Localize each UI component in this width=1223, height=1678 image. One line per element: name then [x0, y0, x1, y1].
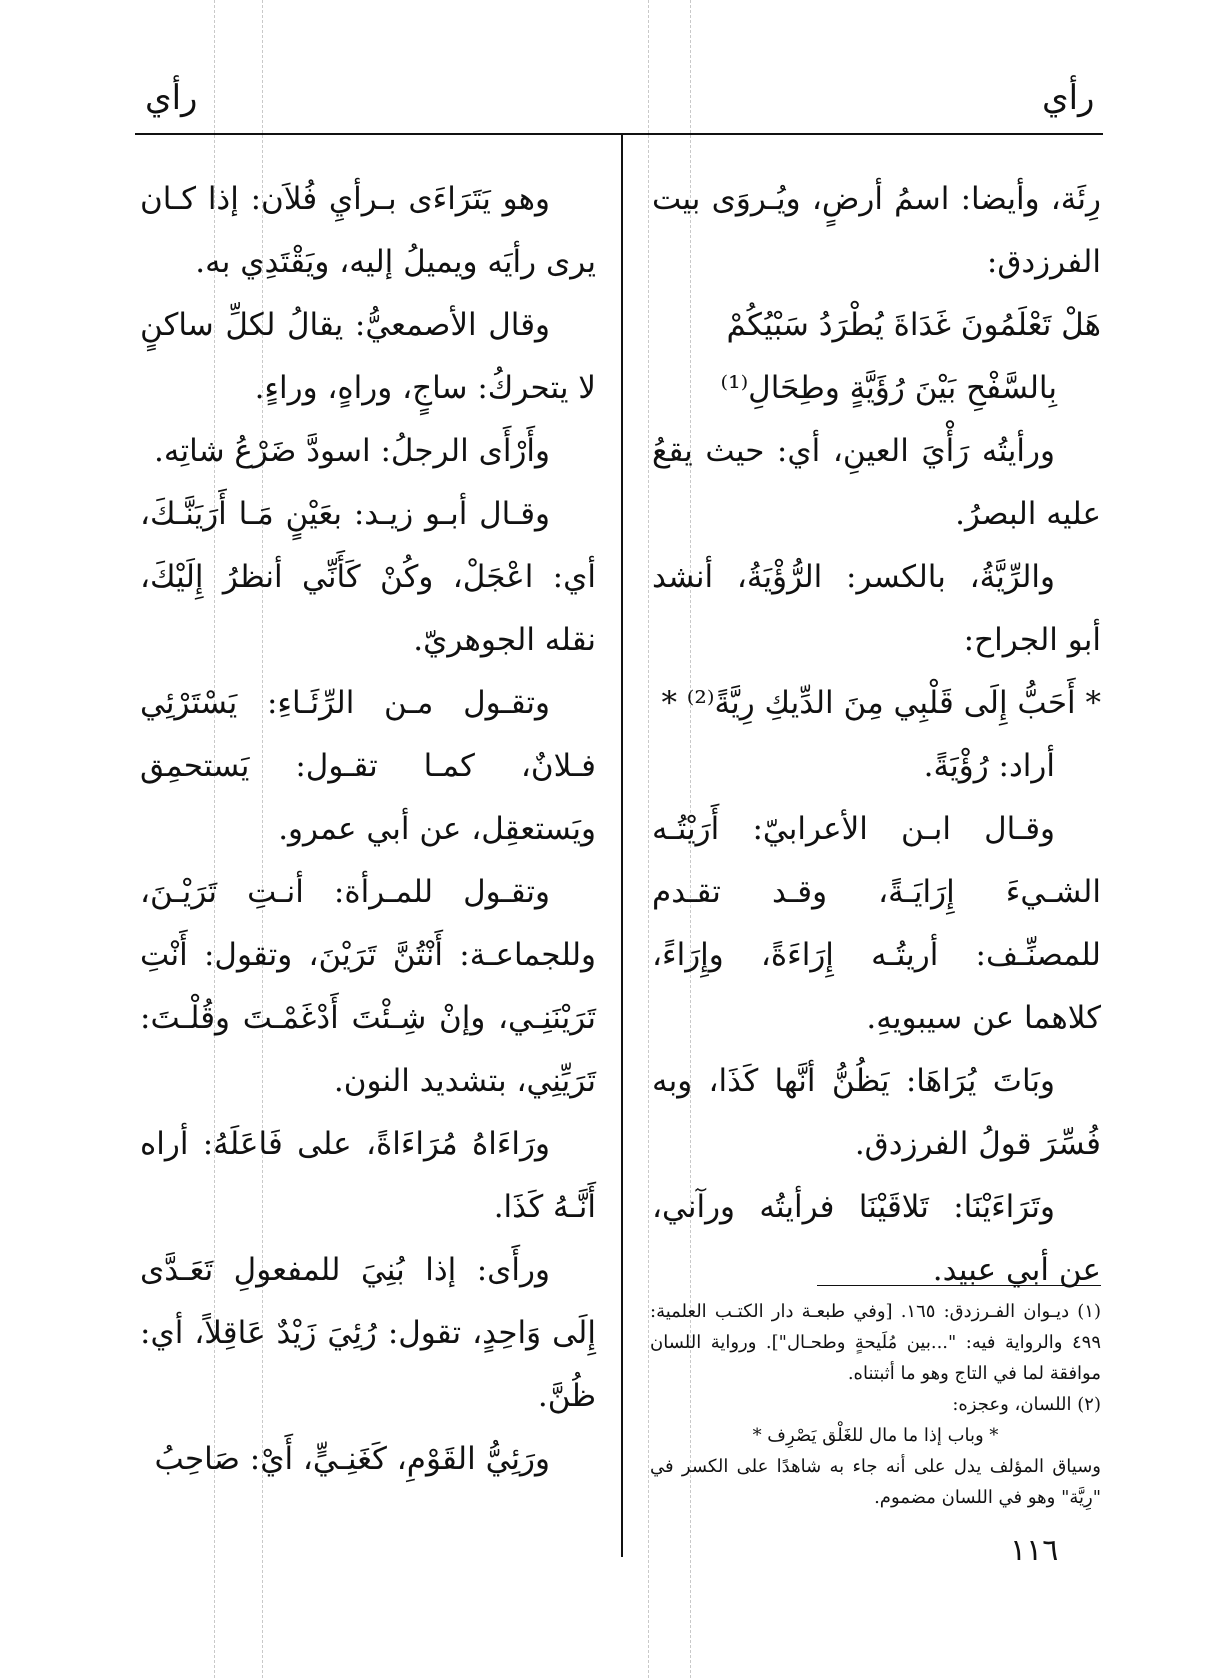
footnotes	[650, 1296, 1101, 1513]
paragraph: وقـال ابـن الأعرابيّ: أَرَيْتُـه الشـيءَ إِرَايَـةً، وقـد تقـدم للمصنِّـف: أريتُـه إِرَاءَةً، وإِرَاءً، كلاهما عن سيبويهِ.	[652, 811, 1101, 1036]
footnote-rule	[817, 1285, 1101, 1286]
footnote: وسياق المؤلف يدل على أنه جاء به شاهدًا على الكسر في "رِيَّة" وهو في اللسان مضموم.	[650, 1456, 1101, 1508]
verse-line: بِالسَّفْحِ بَيْنَ رُؤَيَّةٍ وطِحَالِ⁽¹⁾	[720, 370, 1057, 406]
paragraph: وهو يَتَرَاءَى بـرأيِ فُلاَن: إذا كـان يرى رأيَه ويميلُ إليه، ويَقْتَدِي به.	[140, 181, 596, 280]
paragraph: ورأَى: إذا بُنِيَ للمفعولِ تَعَـدَّى إِلَى وَاحِدٍ، تقول: رُئِيَ زَيْدٌ عَاقِلاً، أي: ظُنَّ.	[140, 1252, 596, 1414]
paragraph: والرِّيَّةُ، بالكسر: الرُّؤْيَةُ، أنشد أبو الجراح:	[652, 559, 1101, 658]
left-column	[140, 168, 596, 1491]
paragraph: ورأيتُه رَأْيَ العينِ، أي: حيث يقعُ عليه البصرُ.	[652, 433, 1101, 532]
page-number: ١١٦	[1010, 1533, 1059, 1568]
paragraph: أراد: رُؤْيَةً.	[923, 748, 1055, 784]
right-column	[652, 168, 1101, 1302]
running-header-right: رأي	[1042, 78, 1095, 118]
scan-guide-line	[648, 0, 649, 1678]
paragraph: وقـال أبـو زيـد: بعَيْنٍ مَـا أَرَيَنَّـكَ، أي: اعْجَلْ، وكُنْ كَأَنِّي أنظرُ إِلَيْكَ، نقله الجوهريّ.	[140, 496, 596, 658]
paragraph: وبَاتَ يُرَاهَا: يَظُنُّ أنَّها كَذَا، وبه فُسِّرَ قولُ الفرزدق.	[652, 1063, 1101, 1162]
paragraph: ورَاءَاهُ مُرَاءَاةً، على فَاعَلَهُ: أراه أَنَّـهُ كَذَا.	[140, 1126, 596, 1225]
footnote: (١) ديـوان الفـرزدق: ١٦٥. [وفي طبعـة دار الكتـب العلمية: ٤٩٩ والرواية فيه: "...بين مُلَيحةٍ وطحـال"]. ورواية اللسان موافقة لما في التاج وهو ما أثبتناه.	[650, 1301, 1101, 1384]
paragraph: وتقـول مـن الرِّئَـاءِ: يَسْتَرْئِي فـلانٌ، كمـا تقـول: يَستحمِق ويَستعقِل، عن أبي عمرو.	[140, 685, 596, 847]
column-divider	[621, 134, 623, 1557]
paragraph: وقال الأصمعيُّ: يقالُ لكلِّ ساكنٍ لا يتحركُ: ساجٍ، وراهٍ، وراءٍ.	[140, 307, 596, 406]
paragraph: رِئَة، وأيضا: اسمُ أرضٍ، ويُـروَى بيت الفرزدق:	[652, 181, 1101, 280]
header-rule	[135, 133, 1103, 135]
verse-line: هَلْ تَعْلَمُونَ غَدَاةَ يُطْرَدُ سَبْيُكُمْ	[726, 307, 1101, 343]
paragraph: ورَئِيُّ القَوْمِ، كَغَنِـيٍّ، أَيْ: صَاحِبُ	[154, 1441, 550, 1477]
paragraph: وتقـول للمـرأة: أنـتِ تَرَيْـنَ، وللجماعـة: أَنْتُنَّ تَرَيْنَ، وتقول: أَنْتِ تَرَيْنَنِـي، وإنْ شِـئْتَ أَدْغَمْـتَ وقُلْـتَ: تَرَيِّنِي، بتشديد النون.	[140, 874, 596, 1099]
paragraph: وأَرْأَى الرجلُ: اسودَّ ضَرْعُ شاتِه.	[154, 433, 550, 469]
verse-line: * أَحَبُّ إِلَى قَلْبِي مِنَ الدِّيكِ رِيَّةً⁽²⁾ *	[661, 685, 1101, 721]
running-header-left: رأي	[145, 78, 198, 118]
paragraph: وتَرَاءَيْنَا: تَلاقَيْنَا فرأيتُه ورآني، عن أبي عبيد.	[652, 1189, 1101, 1288]
footnote-verse: * وباب إذا ما مال للغَلْق يَصْرِف *	[752, 1425, 999, 1446]
footnote: (٢) اللسان، وعجزه:	[952, 1394, 1101, 1415]
